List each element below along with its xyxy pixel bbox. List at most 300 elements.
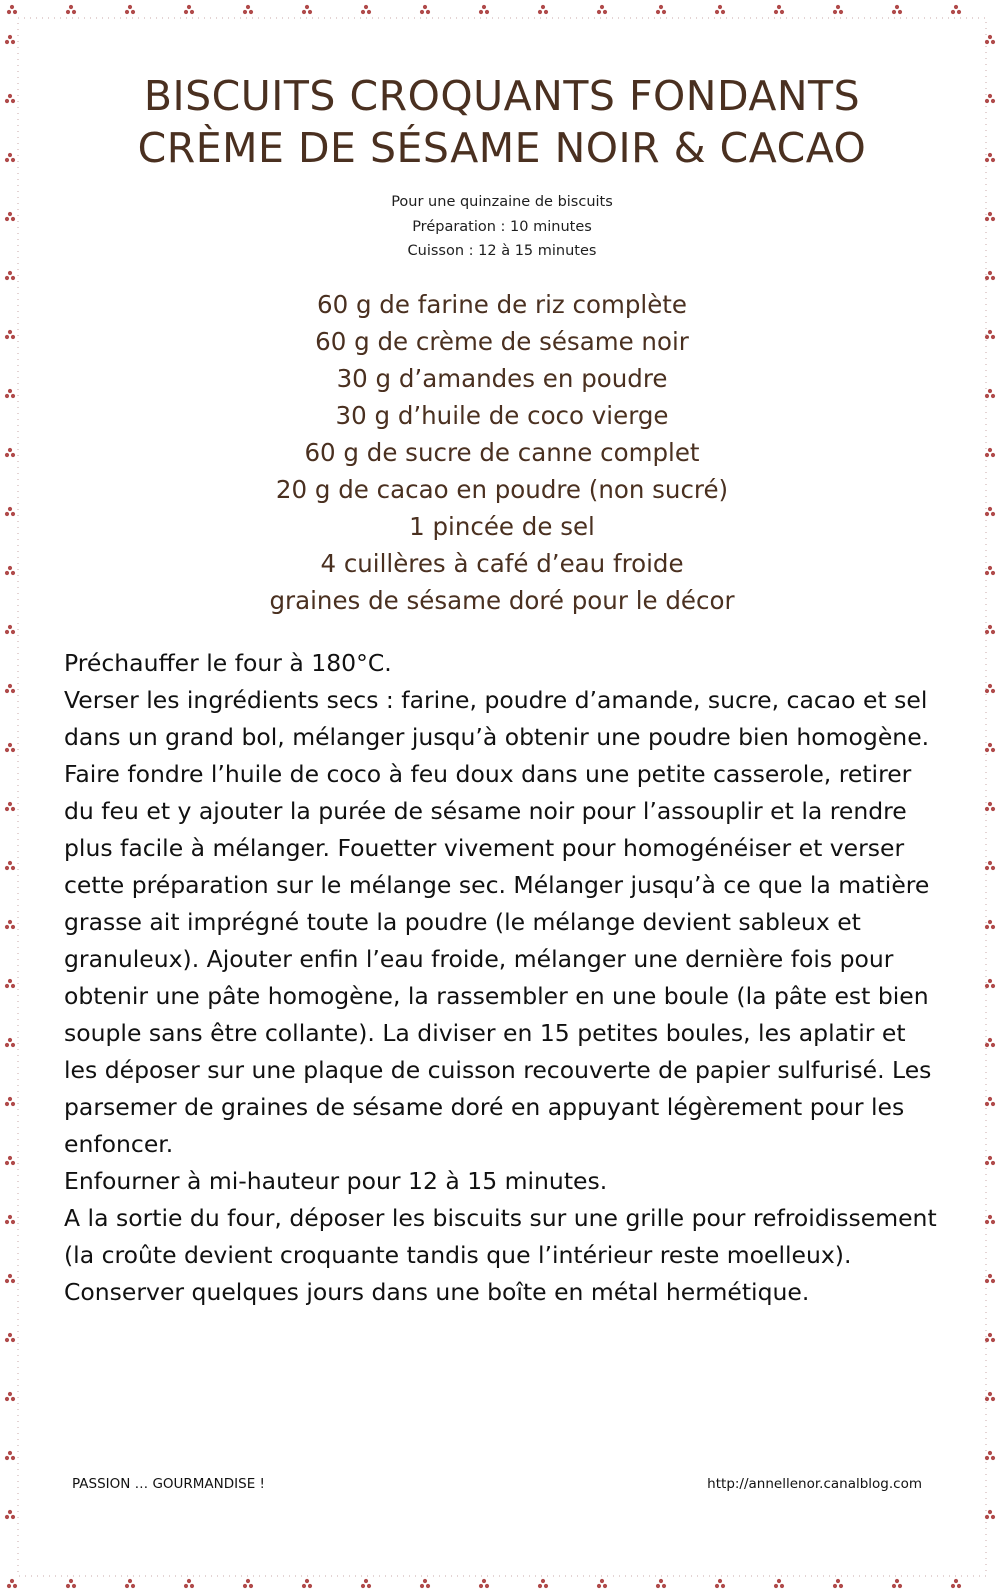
border-dot (985, 925, 989, 929)
border-dot (69, 5, 73, 9)
border-dot (10, 1579, 14, 1583)
border-dot-cluster (361, 1579, 371, 1588)
border-dot-cluster (833, 1579, 843, 1588)
border-dot (8, 389, 12, 393)
border-dot (659, 5, 663, 9)
border-dot (5, 1456, 9, 1460)
border-dot (985, 1279, 989, 1283)
border-dot (544, 10, 548, 14)
border-dot (8, 1451, 12, 1455)
border-dot (777, 5, 781, 9)
border-dot-cluster (184, 1579, 194, 1588)
border-dot (951, 10, 955, 14)
border-dot (988, 153, 992, 157)
border-dot (11, 158, 15, 162)
border-dot (988, 507, 992, 511)
border-dot (839, 1584, 843, 1588)
border-dot (985, 1043, 989, 1047)
border-dot (836, 1579, 840, 1583)
border-dot (991, 40, 995, 44)
border-dot (485, 1584, 489, 1588)
border-dot (243, 1584, 247, 1588)
border-dot (988, 389, 992, 393)
border-dot (988, 271, 992, 275)
border-dot (985, 99, 989, 103)
border-dot (125, 10, 129, 14)
border-dot-cluster (538, 1579, 548, 1588)
cooking-time: Cuisson : 12 à 15 minutes (407, 243, 597, 259)
border-dot (420, 10, 424, 14)
border-dot (11, 689, 15, 693)
border-dot-cluster (833, 5, 843, 14)
border-dot (8, 920, 12, 924)
border-dot (597, 10, 601, 14)
border-dot-cluster (985, 979, 995, 988)
border-dot (11, 1161, 15, 1165)
border-dot (11, 1456, 15, 1460)
recipe-title-line-1: BISCUITS CROQUANTS FONDANTS (143, 72, 861, 120)
border-dot (8, 507, 12, 511)
border-dot (600, 5, 604, 9)
border-dot-cluster (892, 5, 902, 14)
border-dot (5, 1515, 9, 1519)
border-dot (597, 1584, 601, 1588)
border-dot-cluster (5, 625, 15, 634)
border-dot (774, 1584, 778, 1588)
border-dot-cluster (7, 1579, 17, 1588)
border-dot (364, 5, 368, 9)
border-dot-cluster (5, 271, 15, 280)
footer-tagline: PASSION … GOURMANDISE ! (72, 1476, 265, 1492)
border-dot (718, 1579, 722, 1583)
preparation-time: Préparation : 10 minutes (412, 218, 592, 235)
border-dot (5, 276, 9, 280)
border-dot (5, 689, 9, 693)
border-dot (991, 925, 995, 929)
border-dot-cluster (5, 1451, 15, 1460)
border-dot (988, 802, 992, 806)
border-dot (991, 1279, 995, 1283)
border-dot (985, 1338, 989, 1342)
border-dot (190, 10, 194, 14)
border-dot (8, 330, 12, 334)
border-dot (5, 1043, 9, 1047)
border-dot (5, 335, 9, 339)
border-dot (991, 1456, 995, 1460)
border-dot (991, 1397, 995, 1401)
border-dot-cluster (420, 5, 430, 14)
recipe-meta (60, 190, 944, 264)
border-dot (367, 1584, 371, 1588)
border-dot (988, 1392, 992, 1396)
border-dot (991, 217, 995, 221)
border-dot (11, 1043, 15, 1047)
border-dot-cluster (985, 566, 995, 575)
border-dot (991, 453, 995, 457)
border-dot (11, 512, 15, 516)
border-dot (11, 1279, 15, 1283)
border-dot-cluster (715, 1579, 725, 1588)
border-dot-cluster (5, 448, 15, 457)
border-dot (991, 1515, 995, 1519)
border-dot (5, 807, 9, 811)
border-dot-cluster (538, 5, 548, 14)
border-dot (128, 5, 132, 9)
border-dot (246, 5, 250, 9)
border-dot-cluster (656, 1579, 666, 1588)
border-dot (8, 684, 12, 688)
border-dot (991, 689, 995, 693)
border-dot-cluster (715, 5, 725, 14)
instruction-step: Verser les ingrédients secs : farine, poudre d’amande, sucre, cacao et sel dans un grand bol, mélanger jusqu’à obtenir une poudre bien homogène. (64, 686, 930, 751)
border-dot (423, 1579, 427, 1583)
border-dot (988, 1333, 992, 1337)
border-dot (5, 512, 9, 516)
border-dot (131, 1584, 135, 1588)
border-dot (988, 212, 992, 216)
border-dot (721, 1584, 725, 1588)
border-dot (988, 1274, 992, 1278)
border-dot (8, 1392, 12, 1396)
border-dot (125, 1584, 129, 1588)
border-dot (361, 1584, 365, 1588)
border-dot-cluster (5, 1097, 15, 1106)
border-dot (8, 861, 12, 865)
border-dot-cluster (985, 625, 995, 634)
border-dot (479, 10, 483, 14)
border-dot-cluster (985, 1451, 995, 1460)
ingredient-item: 30 g d’amandes en poudre (336, 364, 668, 393)
border-dot-cluster (5, 389, 15, 398)
border-dot (954, 5, 958, 9)
border-dot (985, 984, 989, 988)
border-dot (5, 925, 9, 929)
border-dot (69, 1579, 73, 1583)
border-dot (991, 158, 995, 162)
border-dot (184, 10, 188, 14)
border-dot (839, 10, 843, 14)
border-dot (5, 1220, 9, 1224)
border-dot (8, 1097, 12, 1101)
border-dot (11, 1515, 15, 1519)
border-dot (8, 1333, 12, 1337)
border-dot (988, 684, 992, 688)
border-dot-cluster (5, 1274, 15, 1283)
border-dot (991, 1043, 995, 1047)
border-dot (11, 984, 15, 988)
border-dot (988, 330, 992, 334)
border-dot (5, 1161, 9, 1165)
border-dot (305, 1579, 309, 1583)
border-dot (11, 217, 15, 221)
border-dot (957, 10, 961, 14)
border-dot (485, 10, 489, 14)
border-dot-cluster (985, 271, 995, 280)
border-dot-cluster (5, 212, 15, 221)
border-dot-cluster (5, 1333, 15, 1342)
border-dot-cluster (985, 743, 995, 752)
border-dot (361, 10, 365, 14)
border-dot (8, 212, 12, 216)
ingredient-item: 60 g de sucre de canne complet (304, 438, 700, 467)
border-dot (66, 1584, 70, 1588)
border-dot (988, 1038, 992, 1042)
border-dot (718, 5, 722, 9)
border-dot (985, 630, 989, 634)
border-dot (8, 802, 12, 806)
border-dot-cluster (302, 1579, 312, 1588)
border-dot (988, 35, 992, 39)
border-dot-cluster (985, 802, 995, 811)
ingredient-item: 4 cuillères à café d’eau froide (320, 549, 684, 578)
border-dot-cluster (951, 5, 961, 14)
border-dot (991, 571, 995, 575)
border-dot (985, 158, 989, 162)
border-dot (308, 1584, 312, 1588)
border-dot (8, 35, 12, 39)
border-dot (659, 1579, 663, 1583)
border-dot-cluster (985, 212, 995, 221)
border-dot-cluster (985, 920, 995, 929)
border-dot (988, 1156, 992, 1160)
instructions-block (64, 645, 944, 1311)
border-dot-cluster (243, 5, 253, 14)
border-dot (249, 10, 253, 14)
border-dot (895, 5, 899, 9)
border-dot (11, 335, 15, 339)
border-dot (11, 453, 15, 457)
border-dot (600, 1579, 604, 1583)
border-dot-cluster (774, 1579, 784, 1588)
border-dot (5, 158, 9, 162)
border-dot (13, 1584, 17, 1588)
border-dot-cluster (985, 35, 995, 44)
border-dot (985, 1220, 989, 1224)
ingredient-item: graines de sésame doré pour le décor (269, 586, 735, 615)
border-dot (662, 1584, 666, 1588)
ingredient-item: 1 pincée de sel (409, 512, 595, 541)
border-dot (774, 10, 778, 14)
border-dot (988, 743, 992, 747)
border-dot (991, 394, 995, 398)
border-dot-cluster (479, 5, 489, 14)
border-dot (8, 979, 12, 983)
border-dot (5, 571, 9, 575)
border-dot (985, 453, 989, 457)
border-dot (988, 1510, 992, 1514)
border-dot (895, 1579, 899, 1583)
border-dot-cluster (5, 1392, 15, 1401)
border-dot (128, 1579, 132, 1583)
border-dot (8, 566, 12, 570)
border-dot (11, 394, 15, 398)
border-dot (988, 566, 992, 570)
border-dot (991, 335, 995, 339)
border-dot-cluster (985, 1274, 995, 1283)
border-dot (538, 10, 542, 14)
border-dot (482, 1579, 486, 1583)
border-dot (985, 40, 989, 44)
border-dot (8, 153, 12, 157)
border-dot (541, 5, 545, 9)
border-dot-cluster (951, 1579, 961, 1588)
border-dot (777, 1579, 781, 1583)
border-dot (985, 1515, 989, 1519)
border-dot (833, 10, 837, 14)
border-dot-cluster (985, 448, 995, 457)
border-dot-cluster (125, 1579, 135, 1588)
border-dot-cluster (5, 979, 15, 988)
border-dot (985, 512, 989, 516)
border-dot-cluster (184, 5, 194, 14)
border-dot (11, 571, 15, 575)
border-dot (5, 453, 9, 457)
border-dot-cluster (5, 920, 15, 929)
border-dot (131, 10, 135, 14)
border-dot (991, 748, 995, 752)
border-dot (11, 866, 15, 870)
border-dot (985, 276, 989, 280)
border-dot (541, 1579, 545, 1583)
border-dot (190, 1584, 194, 1588)
border-dot (11, 1102, 15, 1106)
border-dot-cluster (985, 1156, 995, 1165)
border-dot (991, 276, 995, 280)
border-dot (5, 1338, 9, 1342)
border-dot-cluster (656, 5, 666, 14)
border-dot-cluster (5, 94, 15, 103)
border-dot (985, 807, 989, 811)
border-dot (11, 99, 15, 103)
border-dot (991, 1338, 995, 1342)
border-dot (187, 1579, 191, 1583)
border-dot (479, 1584, 483, 1588)
border-dot (5, 630, 9, 634)
border-dot (302, 1584, 306, 1588)
border-dot-cluster (5, 1510, 15, 1519)
ingredient-item: 60 g de farine de riz complète (316, 290, 687, 319)
border-dot (8, 1510, 12, 1514)
border-dot (11, 925, 15, 929)
border-dot (8, 94, 12, 98)
border-dot-cluster (774, 5, 784, 14)
border-dot (991, 984, 995, 988)
border-dot (8, 271, 12, 275)
border-dot (243, 10, 247, 14)
border-dot (7, 1584, 11, 1588)
border-dot (423, 5, 427, 9)
border-dot (988, 1451, 992, 1455)
border-dot (187, 5, 191, 9)
border-dot (8, 1274, 12, 1278)
border-dot (898, 1584, 902, 1588)
border-dot (780, 1584, 784, 1588)
border-dot (988, 979, 992, 983)
border-dot (11, 40, 15, 44)
border-dot (991, 1220, 995, 1224)
border-dot-cluster (66, 1579, 76, 1588)
border-dot (11, 1220, 15, 1224)
border-dot-cluster (5, 1038, 15, 1047)
border-dot-cluster (5, 330, 15, 339)
border-dot (8, 1038, 12, 1042)
border-dot (991, 512, 995, 516)
border-dot-cluster (892, 1579, 902, 1588)
border-dot (7, 10, 11, 14)
border-dot (991, 99, 995, 103)
border-dot (11, 748, 15, 752)
border-dot (8, 448, 12, 452)
border-dot-cluster (7, 5, 17, 14)
footer-blog-url[interactable]: http://annellenor.canalblog.com (707, 1476, 922, 1492)
border-dot (988, 861, 992, 865)
border-dot (833, 1584, 837, 1588)
border-dot (603, 1584, 607, 1588)
border-dot (11, 807, 15, 811)
border-dot (988, 448, 992, 452)
instruction-step: Conserver quelques jours dans une boîte en métal hermétique. (64, 1278, 810, 1306)
border-dot (988, 625, 992, 629)
border-dot-cluster (5, 743, 15, 752)
border-dot (991, 866, 995, 870)
border-dot (985, 689, 989, 693)
border-dot-cluster (5, 35, 15, 44)
border-dot (991, 807, 995, 811)
border-dot-cluster (985, 389, 995, 398)
border-dot (246, 1579, 250, 1583)
border-dot (988, 920, 992, 924)
border-dot (988, 94, 992, 98)
border-dot (656, 1584, 660, 1588)
border-dot (13, 10, 17, 14)
border-dot (482, 5, 486, 9)
border-dot-cluster (302, 5, 312, 14)
border-dot (249, 1584, 253, 1588)
border-dot (985, 1102, 989, 1106)
border-dot-cluster (5, 802, 15, 811)
border-dot (5, 1279, 9, 1283)
border-dot (426, 1584, 430, 1588)
border-dot (985, 866, 989, 870)
border-dot (985, 1161, 989, 1165)
border-dot (11, 276, 15, 280)
border-dot-cluster (5, 1156, 15, 1165)
border-dot (988, 1215, 992, 1219)
instruction-step: A la sortie du four, déposer les biscuits sur une grille pour refroidissement (la croûte devient croquante tandis que l’intérieur reste moelleux). (64, 1204, 937, 1269)
border-dot (715, 10, 719, 14)
border-dot (603, 10, 607, 14)
border-dot (305, 5, 309, 9)
border-dot (5, 1102, 9, 1106)
border-dot (8, 1156, 12, 1160)
border-dot (8, 743, 12, 747)
border-dot (662, 10, 666, 14)
border-dot (991, 1161, 995, 1165)
border-dot (892, 10, 896, 14)
border-dot (8, 1215, 12, 1219)
border-dot (892, 1584, 896, 1588)
border-dot (985, 1397, 989, 1401)
border-dot (951, 1584, 955, 1588)
border-dot (11, 1397, 15, 1401)
border-dot (426, 10, 430, 14)
recipe-title-line-2: CRÈME DE SÉSAME NOIR & CACAO (137, 124, 867, 172)
border-dot (302, 10, 306, 14)
border-dot-cluster (985, 1333, 995, 1342)
border-dot (11, 630, 15, 634)
border-dot-cluster (5, 507, 15, 516)
border-dot-cluster (597, 5, 607, 14)
